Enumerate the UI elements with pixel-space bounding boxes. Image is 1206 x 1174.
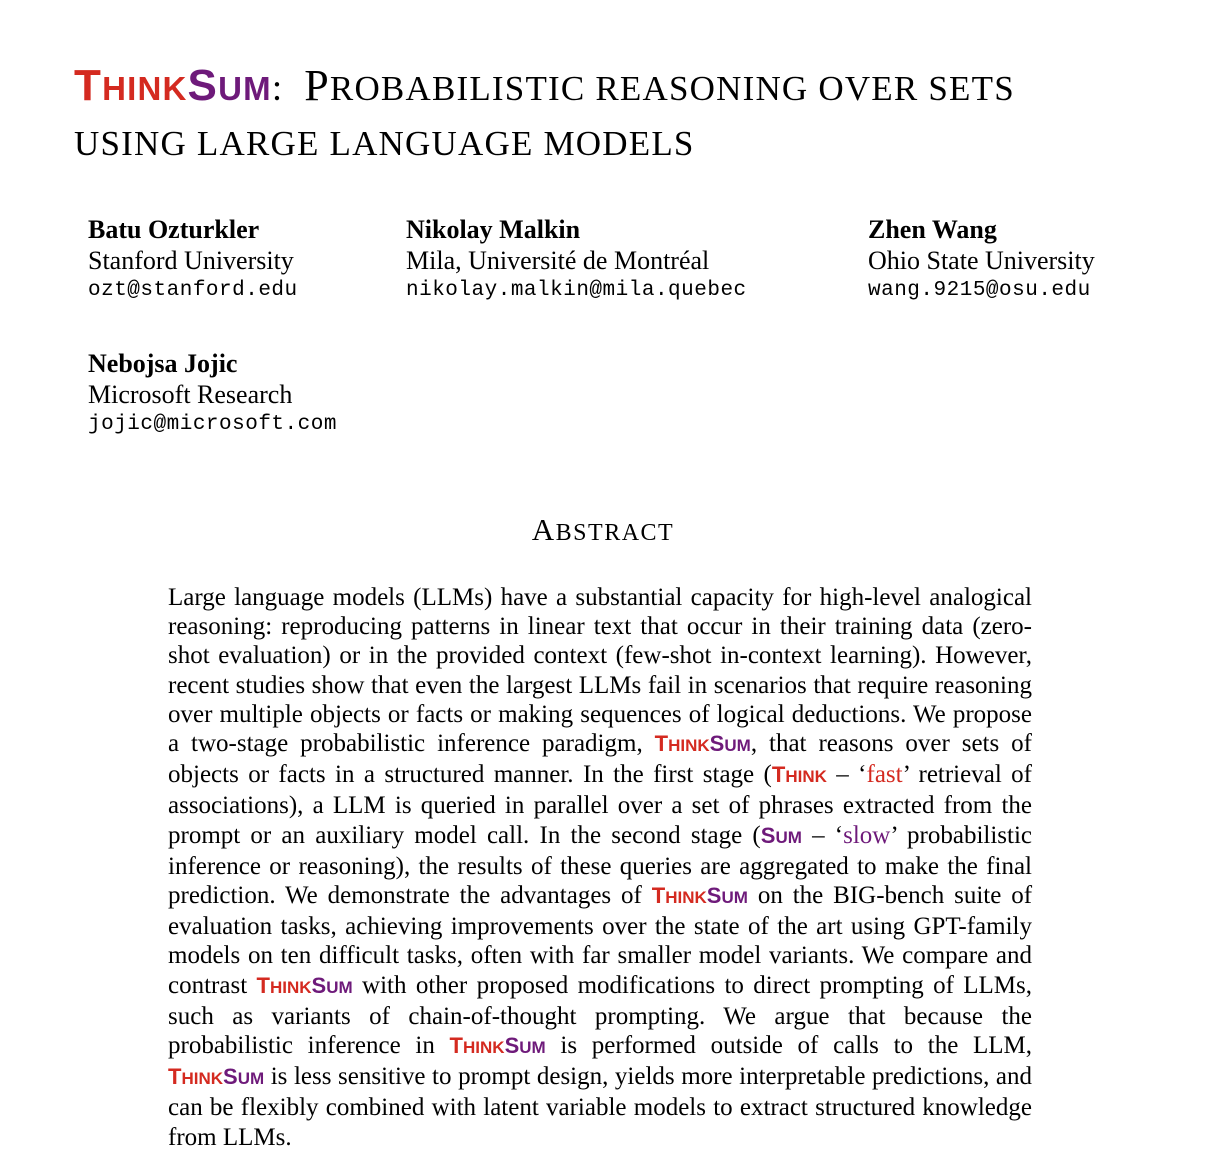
abstract-text: on the BIG-bench suite of evaluation tasks, achieving improvements over the state of the art using GPT-family models on ten difficult tasks, often with far smaller model variants. We compare and contrast xyxy=(168,882,1033,999)
abstract-text: is performed outside of calls to the LLM, xyxy=(560,1032,1033,1060)
author-block xyxy=(406,214,747,306)
author-name: Nikolay Malkin xyxy=(406,215,581,244)
paper-title: THINKSUM: PROBABILISTIC REASONING OVER SETS USING LARGE LANGUAGE MODELS xyxy=(74,61,1015,163)
author-name: Zhen Wang xyxy=(868,215,997,244)
thinksum-name: THINKSUM xyxy=(256,972,353,998)
sum-stage-name: SUM xyxy=(760,822,802,848)
abstract-text: Large language models (LLMs) have a substantial capacity for high-level analogical reasoning: reproducing patterns in linear text that occur in their training data (zero-shot evaluation) or in the provided context (few-shot in-context learning). However, recent studies show that even the largest LLMs fail in scenarios that require reasoning over multiple objects or facts or making sequences of logical deductions. We propose a two-stage probabilistic inference paradigm, xyxy=(168,584,1032,758)
title-colon: : xyxy=(271,68,284,109)
author-affiliation: Stanford University xyxy=(88,246,294,275)
abstract-text: ’ probabilistic inference or reasoning), the results of these queries are aggregated to make the final prediction. We demonstrate the advantages of xyxy=(168,821,1033,910)
thinksum-name: THINKSUM xyxy=(168,1064,265,1090)
abstract-body xyxy=(168,583,1032,1152)
thinksum-logo: THINKSUM xyxy=(74,61,272,110)
thinksum-name: THINKSUM xyxy=(449,1033,546,1059)
author-name: Nebojsa Jojic xyxy=(88,349,238,378)
author-name: Batu Ozturkler xyxy=(88,215,260,244)
fast-label: fast xyxy=(866,761,903,789)
author-affiliation: Microsoft Research xyxy=(88,380,293,409)
slow-label: slow xyxy=(843,821,891,849)
author-affiliation: Mila, Université de Montréal xyxy=(406,246,710,275)
think-stage-name: THINK xyxy=(771,762,827,788)
author-block xyxy=(88,348,337,440)
author-block xyxy=(88,214,298,306)
author-affiliation: Ohio State University xyxy=(868,246,1095,275)
author-email[interactable]: ozt@stanford.edu xyxy=(88,279,298,302)
author-email[interactable]: wang.9215@osu.edu xyxy=(868,279,1091,302)
dash: – ‘ xyxy=(801,821,844,849)
title-line-2: USING LARGE LANGUAGE MODELS xyxy=(74,124,695,163)
thinksum-name: THINKSUM xyxy=(651,883,748,909)
abstract-text: ’ retrieval of associations), a LLM is queried in parallel over a set of phrases extracted from the prompt or an auxiliary model call. In the second stage ( xyxy=(168,761,1032,849)
abstract-text: , that reasons over sets of objects or facts in a structured manner. In the first stage ( xyxy=(168,730,1033,789)
dash: – ‘ xyxy=(826,761,867,789)
abstract-text: with other proposed modifications to direct prompting of LLMs, such as variants of chain-of-thought prompting. We argue that because the probabilistic inference in xyxy=(168,971,1033,1060)
author-email[interactable]: jojic@microsoft.com xyxy=(88,413,337,436)
abstract-text: is less sensitive to prompt design, yields more interpretable predictions, and can be flexibly combined with latent variable models to extract structured knowledge from LLMs. xyxy=(168,1063,1032,1151)
thinksum-name: THINKSUM xyxy=(654,731,751,757)
author-block xyxy=(868,214,1095,306)
abstract-heading: ABSTRACT xyxy=(531,512,675,547)
author-email[interactable]: nikolay.malkin@mila.quebec xyxy=(406,279,747,302)
